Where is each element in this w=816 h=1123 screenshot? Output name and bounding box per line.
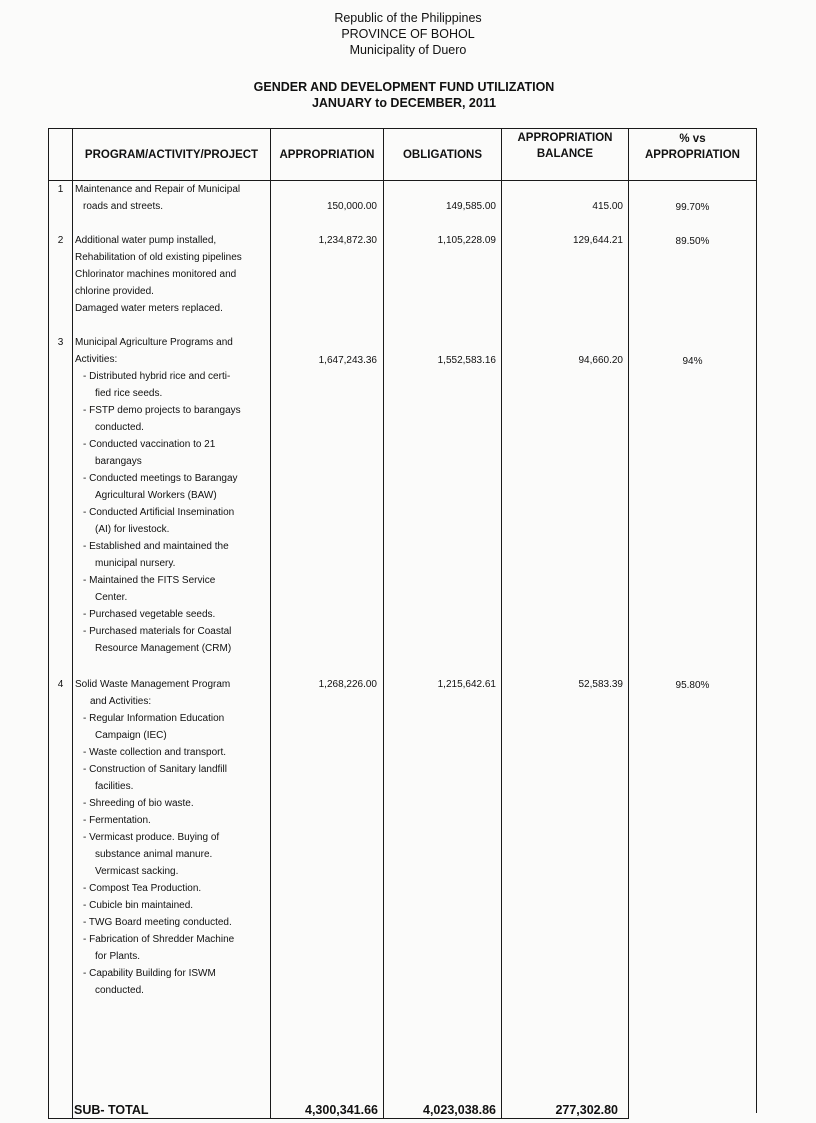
description-line: - Waste collection and transport. [83, 747, 227, 758]
description-line: - FSTP demo projects to barangays [83, 405, 241, 416]
col-border-5 [628, 128, 629, 1119]
col-header-pct-line1: % vs [679, 133, 706, 145]
description-line: (AI) for livestock. [95, 524, 170, 535]
description-line: municipal nursery. [95, 558, 176, 569]
description-line: - Maintained the FITS Service [83, 575, 216, 586]
balance-value: 94,660.20 [578, 355, 623, 366]
description-line: - Construction of Sanitary landfill [83, 764, 227, 775]
balance-value: 129,644.21 [572, 235, 623, 246]
subtotal-appropriation: 4,300,341.66 [305, 1103, 378, 1117]
col-header-pct [629, 131, 756, 163]
description-line: Additional water pump installed, [75, 235, 217, 246]
description-line: - TWG Board meeting conducted. [83, 917, 232, 928]
col-header-program: PROGRAM/ACTIVITY/PROJECT [84, 149, 259, 161]
description-line: Agricultural Workers (BAW) [95, 490, 217, 501]
header-province: PROVINCE OF BOHOL [341, 27, 475, 41]
appropriation-value: 1,234,872.30 [318, 235, 377, 246]
description-line: - Shreeding of bio waste. [83, 798, 194, 809]
obligations-value: 149,585.00 [445, 201, 496, 212]
col-header-balance-line1: APPROPRIATION [517, 132, 613, 144]
description-line: - Conducted vaccination to 21 [83, 439, 216, 450]
description-line: Solid Waste Management Program [75, 679, 231, 690]
row-number: 4 [57, 679, 64, 690]
description-line: - Conducted Artificial Insemination [83, 507, 235, 518]
col-header-obligations: OBLIGATIONS [402, 149, 482, 161]
document-title: GENDER AND DEVELOPMENT FUND UTILIZATION [253, 80, 555, 94]
row-description [75, 232, 242, 317]
col-border-3 [383, 128, 384, 1119]
obligations-value: 1,552,583.16 [437, 355, 496, 366]
description-line: - Regular Information Education [83, 713, 225, 724]
description-line: - Purchased vegetable seeds. [83, 609, 216, 620]
subtotal-obligations: 4,023,038.86 [423, 1103, 496, 1117]
description-line: Damaged water meters replaced. [75, 303, 223, 314]
description-line: - Fermentation. [83, 815, 151, 826]
col-header-appropriation: APPROPRIATION [279, 149, 375, 161]
table-top-border [48, 128, 757, 129]
col-border-0 [48, 128, 49, 1119]
subtotal-balance: 277,302.80 [555, 1103, 618, 1117]
col-border-1 [72, 128, 73, 1119]
description-line: - Distributed hybrid rice and certi- [83, 371, 231, 382]
row-description [75, 181, 240, 215]
appropriation-value: 150,000.00 [326, 201, 377, 212]
col-header-balance [502, 130, 628, 162]
row-number: 3 [57, 337, 64, 348]
pct-value: 99.70% [675, 202, 710, 213]
description-line: Municipal Agriculture Programs and [75, 337, 233, 348]
header-republic: Republic of the Philippines [334, 11, 482, 25]
description-line: conducted. [95, 985, 144, 996]
description-line: Vermicast sacking. [95, 866, 179, 877]
description-line: Center. [95, 592, 128, 603]
row-description [75, 676, 234, 999]
description-line: for Plants. [95, 951, 141, 962]
description-line: fied rice seeds. [95, 388, 163, 399]
description-line: - Purchased materials for Coastal [83, 626, 232, 637]
description-line: - Fabrication of Shredder Machine [83, 934, 235, 945]
description-line: substance animal manure. [95, 849, 213, 860]
col-header-balance-line2: BALANCE [536, 148, 594, 160]
header-municipality: Municipality of Duero [349, 43, 467, 57]
description-line: - Capability Building for ISWM [83, 968, 216, 979]
description-line: Rehabilitation of old existing pipelines [75, 252, 242, 263]
appropriation-value: 1,268,226.00 [318, 679, 377, 690]
description-line: - Conducted meetings to Barangay [83, 473, 238, 484]
description-line: Campaign (IEC) [95, 730, 167, 741]
row-number: 1 [57, 184, 64, 195]
row-number: 2 [57, 235, 64, 246]
balance-value: 52,583.39 [578, 679, 623, 690]
description-line: facilities. [95, 781, 134, 792]
col-border-4 [501, 128, 502, 1119]
description-line: - Cubicle bin maintained. [83, 900, 194, 911]
col-header-pct-line2: APPROPRIATION [645, 149, 740, 161]
balance-value: 415.00 [592, 201, 623, 212]
description-line: - Vermicast produce. Buying of [83, 832, 220, 843]
pct-value: 94% [682, 356, 703, 367]
pct-value: 89.50% [675, 236, 710, 247]
subtotal-label: SUB- TOTAL [74, 1103, 149, 1117]
document-period: JANUARY to DECEMBER, 2011 [311, 96, 497, 110]
description-line: roads and streets. [83, 201, 164, 212]
description-line: barangays [95, 456, 142, 467]
col-border-2 [270, 128, 271, 1119]
table-bottom-border [48, 1118, 628, 1119]
description-line: chlorine provided. [75, 286, 154, 297]
description-line: Maintenance and Repair of Municipal [75, 184, 241, 195]
description-line: - Established and maintained the [83, 541, 229, 552]
obligations-value: 1,215,642.61 [437, 679, 496, 690]
appropriation-value: 1,647,243.36 [318, 355, 377, 366]
pct-value: 95.80% [675, 680, 710, 691]
description-line: - Compost Tea Production. [83, 883, 202, 894]
row-description [75, 334, 241, 657]
description-line: Resource Management (CRM) [95, 643, 232, 654]
description-line: Activities: [75, 354, 118, 365]
description-line: and Activities: [90, 696, 152, 707]
col-border-6 [756, 128, 757, 1113]
description-line: Chlorinator machines monitored and [75, 269, 237, 280]
description-line: conducted. [95, 422, 144, 433]
obligations-value: 1,105,228.09 [437, 235, 496, 246]
